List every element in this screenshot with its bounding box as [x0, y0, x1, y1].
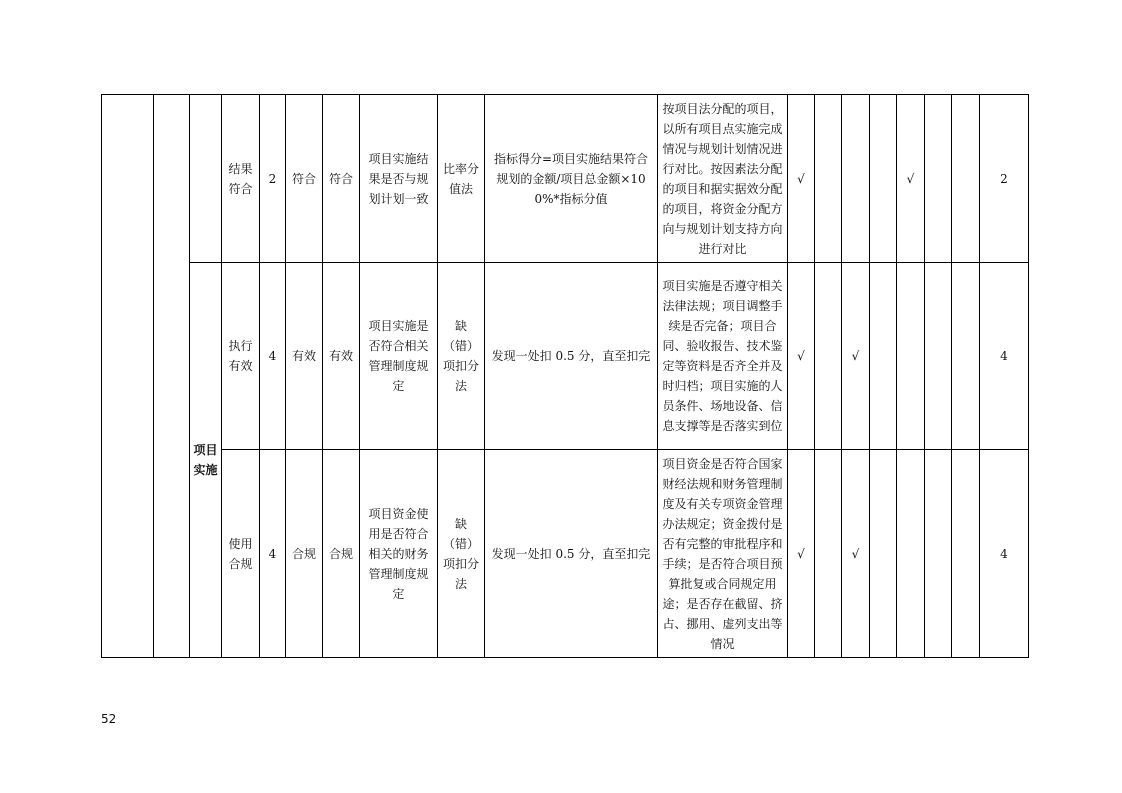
table-row: [102, 95, 1029, 263]
basis-cell: 项目资金是否符合国家财经法规和财务管理制度及有关专项资金管理办法规定；资金拨付是否有完整的审批程序和手续；是否符合项目预算批复或合同规定用途；是否存在截留、挤占、挪用、虚列支出等情况: [658, 450, 788, 658]
mark-cell: √: [788, 95, 815, 263]
score-cell: 4: [980, 450, 1029, 658]
description-cell: 项目实施是否符合相关管理制度规定: [360, 263, 438, 450]
level1-cell: [102, 95, 154, 658]
score-cell: 4: [980, 263, 1029, 450]
mark-cell: [952, 263, 980, 450]
indicator-weight: 4: [260, 450, 286, 658]
table-row: [102, 263, 1029, 450]
page-number: 52: [101, 712, 117, 726]
description-cell: 项目资金使用是否符合相关的财务管理制度规定: [360, 450, 438, 658]
indicator-weight: 2: [260, 95, 286, 263]
standard-cell: 符合: [323, 95, 360, 263]
indicator-weight: 4: [260, 263, 286, 450]
mark-cell: [925, 450, 952, 658]
formula-cell: 指标得分=项目实施结果符合规划的金额/项目总金额×100%*指标分值: [485, 95, 658, 263]
basis-cell: 按项目法分配的项目，以所有项目点实施完成情况与规划计划情况进行对比。按因素法分配的项目和据实据效分配的项目，将资金分配方向与规划计划支持方向进行对比: [658, 95, 788, 263]
indicator-name: 使用合规: [222, 450, 260, 658]
description-cell: 项目实施结果是否与规划计划一致: [360, 95, 438, 263]
standard-cell: 合规: [323, 450, 360, 658]
category-cell: 项目实施: [190, 263, 222, 658]
formula-cell: 发现一处扣 0.5 分，直至扣完: [485, 263, 658, 450]
mark-cell: [897, 450, 925, 658]
mark-cell: [842, 95, 870, 263]
score-cell: 2: [980, 95, 1029, 263]
mark-cell: [815, 263, 842, 450]
level2-cell: [154, 95, 190, 658]
formula-cell: 发现一处扣 0.5 分，直至扣完: [485, 450, 658, 658]
mark-cell: [870, 95, 897, 263]
table-row: [102, 450, 1029, 658]
indicator-name: 结果符合: [222, 95, 260, 263]
mark-cell: [870, 263, 897, 450]
mark-cell: √: [842, 263, 870, 450]
method-cell: 缺（错）项扣分法: [438, 263, 485, 450]
mark-cell: √: [842, 450, 870, 658]
mark-cell: [815, 450, 842, 658]
basis-cell: 项目实施是否遵守相关法律法规；项目调整手续是否完备；项目合同、验收报告、技术鉴定等资料是否齐全并及时归档；项目实施的人员条件、场地设备、信息支撑等是否落实到位: [658, 263, 788, 450]
mark-cell: √: [788, 450, 815, 658]
mark-cell: [815, 95, 842, 263]
mark-cell: √: [897, 95, 925, 263]
criterion-cell: 有效: [286, 263, 323, 450]
mark-cell: [925, 95, 952, 263]
method-cell: 比率分值法: [438, 95, 485, 263]
mark-cell: √: [788, 263, 815, 450]
level3-cell-empty: [190, 95, 222, 263]
mark-cell: [952, 450, 980, 658]
criterion-cell: 合规: [286, 450, 323, 658]
indicator-name: 执行有效: [222, 263, 260, 450]
mark-cell: [897, 263, 925, 450]
evaluation-table: [101, 94, 1029, 658]
mark-cell: [870, 450, 897, 658]
standard-cell: 有效: [323, 263, 360, 450]
criterion-cell: 符合: [286, 95, 323, 263]
mark-cell: [952, 95, 980, 263]
method-cell: 缺（错）项扣分法: [438, 450, 485, 658]
mark-cell: [925, 263, 952, 450]
